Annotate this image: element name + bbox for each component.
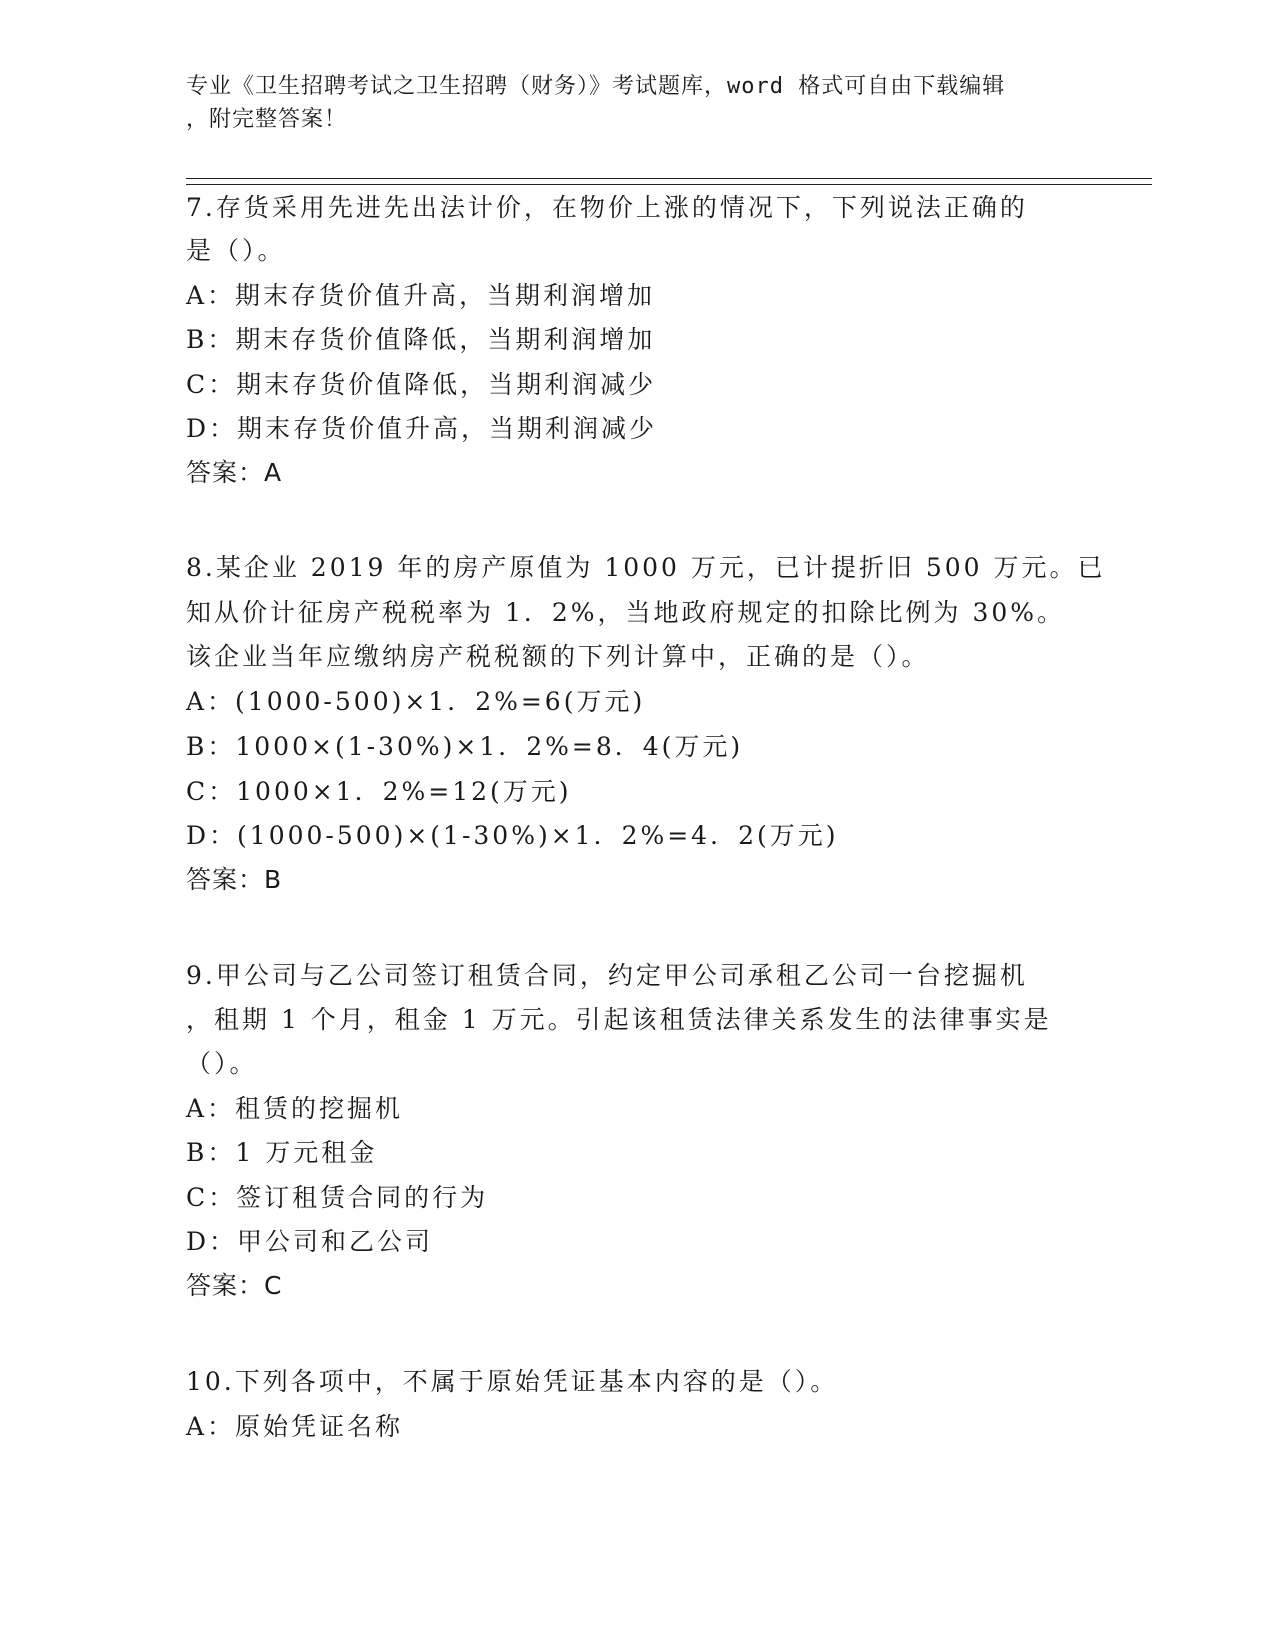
question-9-option-c: C：签订租赁合同的行为 <box>186 1183 489 1212</box>
header-line-2: ，附完整答案！ <box>186 107 348 132</box>
question-10-stem-line-1: 10.下列各项中，不属于原始凭证基本内容的是（）。 <box>186 1367 839 1396</box>
question-9-stem-line-3: （）。 <box>186 1049 258 1078</box>
question-7-option-d: D：期末存货价值升高，当期利润减少 <box>186 414 658 443</box>
question-8-stem-line-1: 8.某企业 2019 年的房产原值为 1000 万元，已计提折旧 500 万元。已 <box>186 553 1106 582</box>
header-line-1: 专业《卫生招聘考试之卫生招聘（财务）》考试题库，word 格式可自由下载编辑 <box>186 74 1006 99</box>
question-9-answer: 答案：C <box>186 1271 283 1300</box>
question-8-option-d: D：(1000-500)×(1-30%)×1．2%=4．2(万元) <box>186 821 839 850</box>
document-header <box>186 70 1066 136</box>
question-8-option-c: C：1000×1．2%=12(万元) <box>186 777 572 806</box>
question-8-answer: 答案：B <box>186 865 283 894</box>
question-7-stem-line-1: 7.存货采用先进先出法计价，在物价上涨的情况下，下列说法正确的 <box>186 193 1028 222</box>
question-9-stem-line-2: ，租期 1 个月，租金 1 万元。引起该租赁法律关系发生的法律事实是 <box>186 1005 1052 1034</box>
question-10-option-a: A：原始凭证名称 <box>186 1412 404 1441</box>
question-9-stem-line-1: 9.甲公司与乙公司签订租赁合同，约定甲公司承租乙公司一台挖掘机 <box>186 961 1028 990</box>
question-8-option-b: B：1000×(1-30%)×1．2%=8．4(万元) <box>186 732 744 761</box>
question-8-stem-line-3: 该企业当年应缴纳房产税税额的下列计算中，正确的是（）。 <box>186 642 930 671</box>
question-9-option-d: D：甲公司和乙公司 <box>186 1227 434 1256</box>
question-8-stem-line-2: 知从价计征房产税税率为 1．2%，当地政府规定的扣除比例为 30%。 <box>186 598 1066 627</box>
question-8-option-a: A：(1000-500)×1．2%=6(万元) <box>186 687 646 716</box>
question-7-option-b: B：期末存货价值降低，当期利润增加 <box>186 325 656 354</box>
question-9-option-a: A：租赁的挖掘机 <box>186 1094 404 1123</box>
question-7-option-a: A：期末存货价值升高，当期利润增加 <box>186 281 656 310</box>
question-7-stem-line-2: 是（）。 <box>186 236 286 265</box>
header-divider-top <box>186 178 1152 179</box>
question-9-option-b: B：1 万元租金 <box>186 1138 378 1167</box>
header-divider-bottom <box>186 184 1152 185</box>
question-7-answer: 答案：A <box>186 458 283 487</box>
question-7-option-c: C：期末存货价值降低，当期利润减少 <box>186 370 657 399</box>
